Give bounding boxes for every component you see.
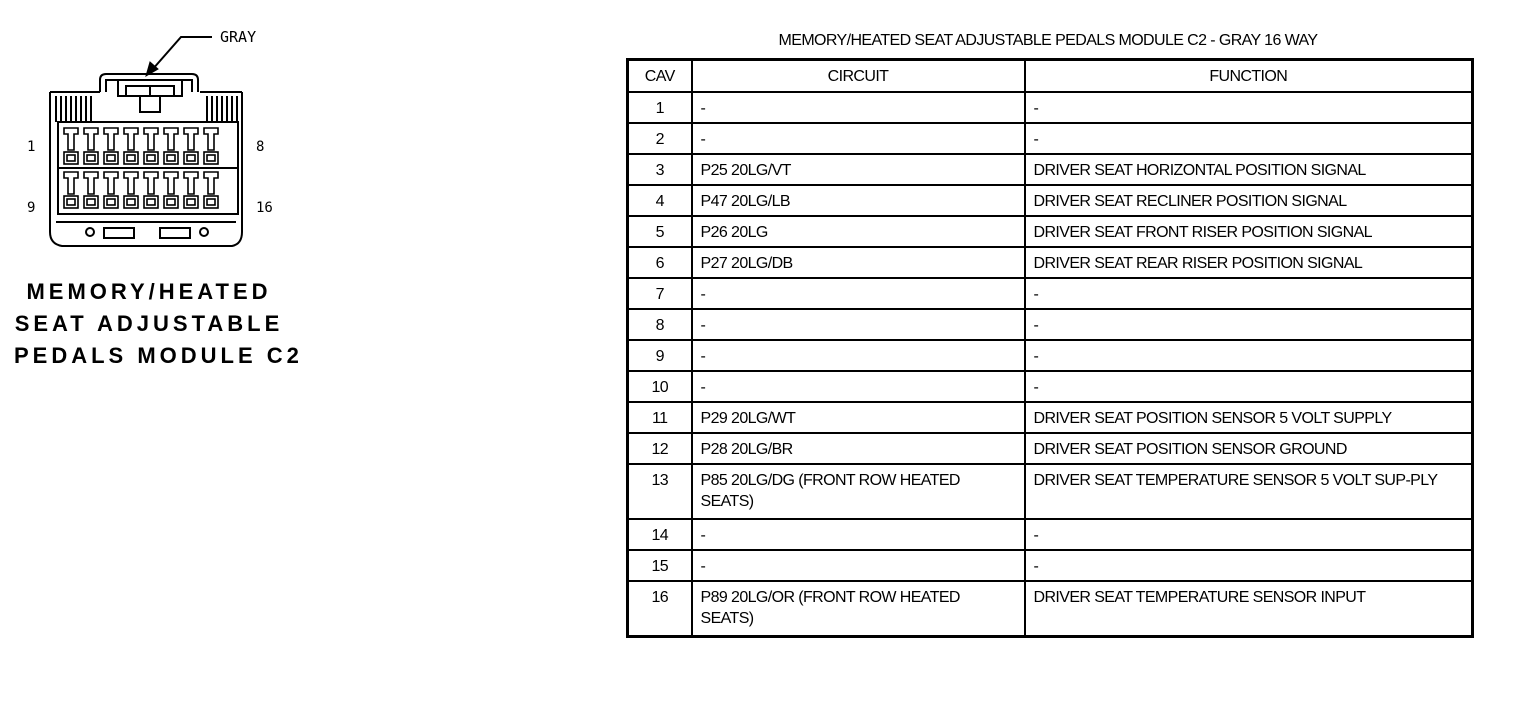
function-cell: DRIVER SEAT TEMPERATURE SENSOR 5 VOLT SUP-PLY — [1025, 464, 1473, 519]
table-row — [628, 154, 1473, 185]
circuit-cell: - — [692, 550, 1025, 581]
table-row — [628, 371, 1473, 402]
table-row — [628, 519, 1473, 550]
circuit-cell: P27 20LG/DB — [692, 247, 1025, 278]
circuit-cell: P85 20LG/DG (FRONT ROW HEATED SEATS) — [692, 464, 1025, 519]
cav-cell: 13 — [628, 464, 692, 519]
circuit-cell: - — [692, 309, 1025, 340]
circuit-cell: - — [692, 123, 1025, 154]
table-row — [628, 550, 1473, 581]
function-cell: DRIVER SEAT RECLINER POSITION SIGNAL — [1025, 185, 1473, 216]
cav-cell: 6 — [628, 247, 692, 278]
table-row — [628, 581, 1473, 636]
circuit-cell: - — [692, 92, 1025, 123]
cav-cell: 7 — [628, 278, 692, 309]
cav-cell: 3 — [628, 154, 692, 185]
table-row — [628, 340, 1473, 371]
function-cell: DRIVER SEAT TEMPERATURE SENSOR INPUT — [1025, 581, 1473, 636]
cav-cell: 4 — [628, 185, 692, 216]
cavity-row-top — [64, 128, 218, 164]
table-row — [628, 309, 1473, 340]
header-cav: CAV — [628, 60, 692, 93]
circuit-cell: P89 20LG/OR (FRONT ROW HEATED SEATS) — [692, 581, 1025, 636]
table-row — [628, 92, 1473, 123]
circuit-cell: P47 20LG/LB — [692, 185, 1025, 216]
header-function: FUNCTION — [1025, 60, 1473, 93]
header-circuit: CIRCUIT — [692, 60, 1025, 93]
pin-label-1: 1 — [27, 139, 36, 155]
module-title-line-2: SEAT ADJUSTABLE — [14, 311, 284, 336]
function-cell: - — [1025, 340, 1473, 371]
module-title-line-1: MEMORY/HEATED — [26, 279, 272, 304]
function-cell: - — [1025, 519, 1473, 550]
function-cell: DRIVER SEAT POSITION SENSOR 5 VOLT SUPPLY — [1025, 402, 1473, 433]
cav-cell: 8 — [628, 309, 692, 340]
table-row — [628, 402, 1473, 433]
pin-label-8: 8 — [256, 139, 265, 155]
cav-cell: 2 — [628, 123, 692, 154]
connector-color-label: GRAY — [220, 28, 257, 46]
connector-module-title — [14, 276, 303, 372]
cav-cell: 14 — [628, 519, 692, 550]
circuit-cell: - — [692, 278, 1025, 309]
cav-cell: 11 — [628, 402, 692, 433]
function-cell: - — [1025, 92, 1473, 123]
pin-label-16: 16 — [256, 200, 273, 216]
circuit-cell: - — [692, 340, 1025, 371]
function-cell: - — [1025, 278, 1473, 309]
function-cell: - — [1025, 550, 1473, 581]
function-cell: DRIVER SEAT REAR RISER POSITION SIGNAL — [1025, 247, 1473, 278]
table-title: MEMORY/HEATED SEAT ADJUSTABLE PEDALS MODULE C2 - GRAY 16 WAY — [778, 32, 1318, 49]
function-cell: - — [1025, 309, 1473, 340]
circuit-cell: P25 20LG/VT — [692, 154, 1025, 185]
cav-cell: 16 — [628, 581, 692, 636]
cav-cell: 1 — [628, 92, 692, 123]
cav-cell: 10 — [628, 371, 692, 402]
table-row — [628, 185, 1473, 216]
circuit-cell: P26 20LG — [692, 216, 1025, 247]
circuit-cell: - — [692, 519, 1025, 550]
cav-cell: 5 — [628, 216, 692, 247]
function-cell: DRIVER SEAT HORIZONTAL POSITION SIGNAL — [1025, 154, 1473, 185]
color-leader-line — [152, 37, 212, 70]
table-row — [628, 464, 1473, 519]
function-cell: DRIVER SEAT FRONT RISER POSITION SIGNAL — [1025, 216, 1473, 247]
cav-cell: 12 — [628, 433, 692, 464]
pinout-table — [626, 58, 1474, 638]
circuit-cell: P28 20LG/BR — [692, 433, 1025, 464]
table-row — [628, 123, 1473, 154]
circuit-cell: P29 20LG/WT — [692, 402, 1025, 433]
cav-cell: 15 — [628, 550, 692, 581]
module-title-line-3: PEDALS MODULE C2 — [14, 343, 303, 368]
pin-label-9: 9 — [27, 200, 36, 216]
circuit-cell: - — [692, 371, 1025, 402]
table-row — [628, 247, 1473, 278]
table-row — [628, 278, 1473, 309]
cav-cell: 9 — [628, 340, 692, 371]
function-cell: - — [1025, 123, 1473, 154]
function-cell: - — [1025, 371, 1473, 402]
table-row — [628, 433, 1473, 464]
table-header-row — [628, 60, 1473, 93]
function-cell: DRIVER SEAT POSITION SENSOR GROUND — [1025, 433, 1473, 464]
cavity-row-bottom — [64, 172, 218, 208]
table-row — [628, 216, 1473, 247]
